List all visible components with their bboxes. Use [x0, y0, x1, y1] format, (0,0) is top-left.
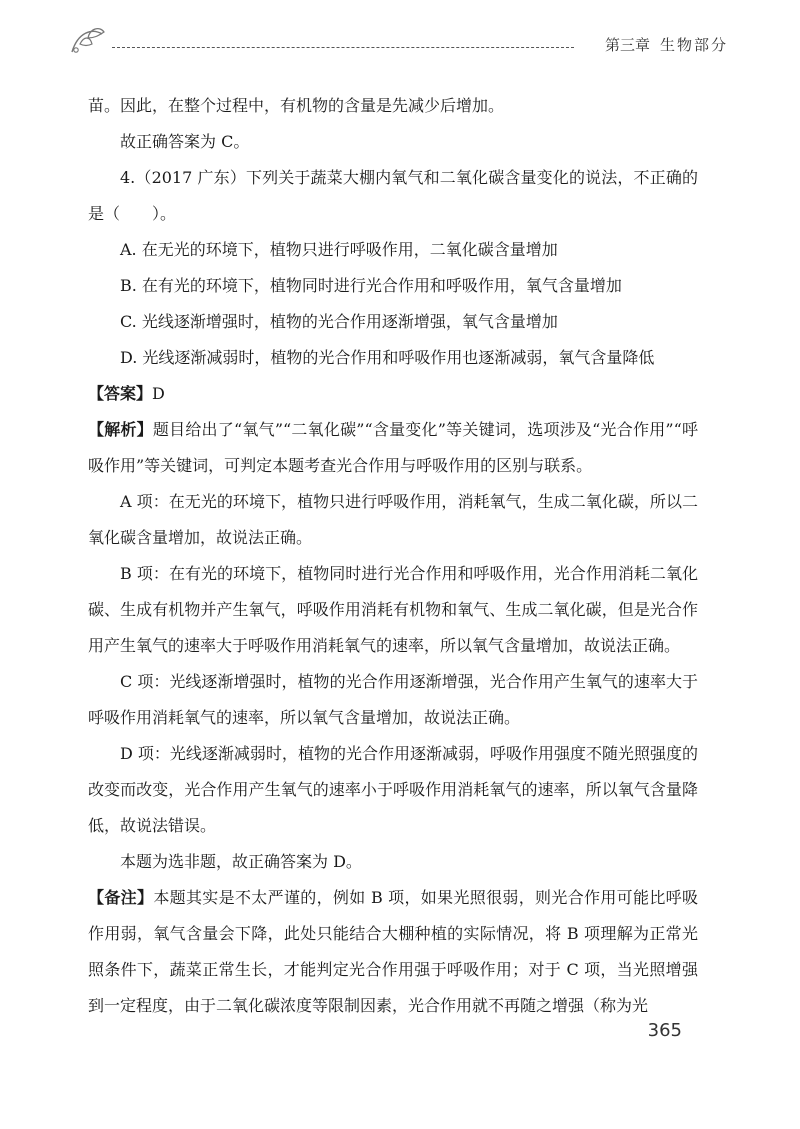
page-number: 365	[647, 1020, 682, 1041]
header-section: 生物部分	[659, 36, 728, 54]
note-paragraph	[88, 880, 698, 1024]
analysis-item-c: C 项：光线逐渐增强时，植物的光合作用逐渐增强，光合作用产生氧气的速率大于呼吸作用消耗氧气的速率，所以氧气含量增加，故说法正确。	[88, 672, 698, 727]
answer-line	[88, 376, 698, 412]
option-b: B. 在有光的环境下，植物同时进行光合作用和呼吸作用，氧气含量增加	[120, 276, 622, 295]
answer-label: 【答案】	[88, 384, 153, 403]
analysis-paragraph	[88, 412, 698, 484]
header-divider	[112, 47, 574, 48]
header-chapter: 第三章	[604, 36, 650, 54]
page-body	[88, 88, 698, 1024]
option-d: D. 光线逐渐减弱时，植物的光合作用和呼吸作用也逐渐减弱，氧气含量降低	[120, 348, 655, 367]
question-stem: 4.（2017 广东）下列关于蔬菜大棚内氧气和二氧化碳含量变化的说法，不正确的是（ ）。	[88, 168, 698, 223]
note-label: 【备注】	[88, 888, 154, 907]
analysis-item-a: A 项：在无光的环境下，植物只进行呼吸作用，消耗氧气，生成二氧化碳，所以二氧化碳含量增加，故说法正确。	[88, 492, 698, 547]
analysis-label: 【解析】	[88, 420, 153, 439]
analysis-item-d: D 项：光线逐渐减弱时，植物的光合作用逐渐减弱，呼吸作用强度不随光照强度的改变而改变，光合作用产生氧气的速率小于呼吸作用消耗氧气的速率，所以氧气含量降低，故说法错误。	[88, 744, 698, 835]
answer-value: D	[152, 384, 165, 403]
conclusion: 本题为选非题，故正确答案为 D。	[120, 852, 362, 871]
paragraph-continuation: 苗。因此，在整个过程中，有机物的含量是先减少后增加。	[88, 96, 505, 115]
previous-answer: 故正确答案为 C。	[120, 132, 250, 151]
page-header	[68, 22, 728, 62]
analysis-item-b: B 项：在有光的环境下，植物同时进行光合作用和呼吸作用，光合作用消耗二氧化碳、生成有机物并产生氧气，呼吸作用消耗有机物和氧气、生成二氧化碳，但是光合作用产生氧气的速率大于呼吸作用消耗氧气的速率，所以氧气含量增加，故说法正确。	[88, 564, 698, 655]
option-a: A. 在无光的环境下，植物只进行呼吸作用，二氧化碳含量增加	[120, 240, 558, 259]
leaf-ornament-icon	[68, 22, 112, 62]
option-c: C. 光线逐渐增强时，植物的光合作用逐渐增强，氧气含量增加	[120, 312, 558, 331]
analysis-text: 题目给出了“氧气”“二氧化碳”“含量变化”等关键词，选项涉及“光合作用”“呼吸作用”等关键词，可判定本题考查光合作用与呼吸作用的区别与联系。	[88, 420, 698, 475]
note-text: 本题其实是不太严谨的，例如 B 项，如果光照很弱，则光合作用可能比呼吸作用弱，氧气含量会下降，此处只能结合大棚种植的实际情况，将 B 项理解为正常光照条件下，蔬菜正常生长，才能判定光合作用强于呼吸作用；对于 C 项，当光照增强到一定程度，由于二氧化碳浓度等限制因素，光合作用就不再随之增强（称为光	[88, 888, 698, 1015]
